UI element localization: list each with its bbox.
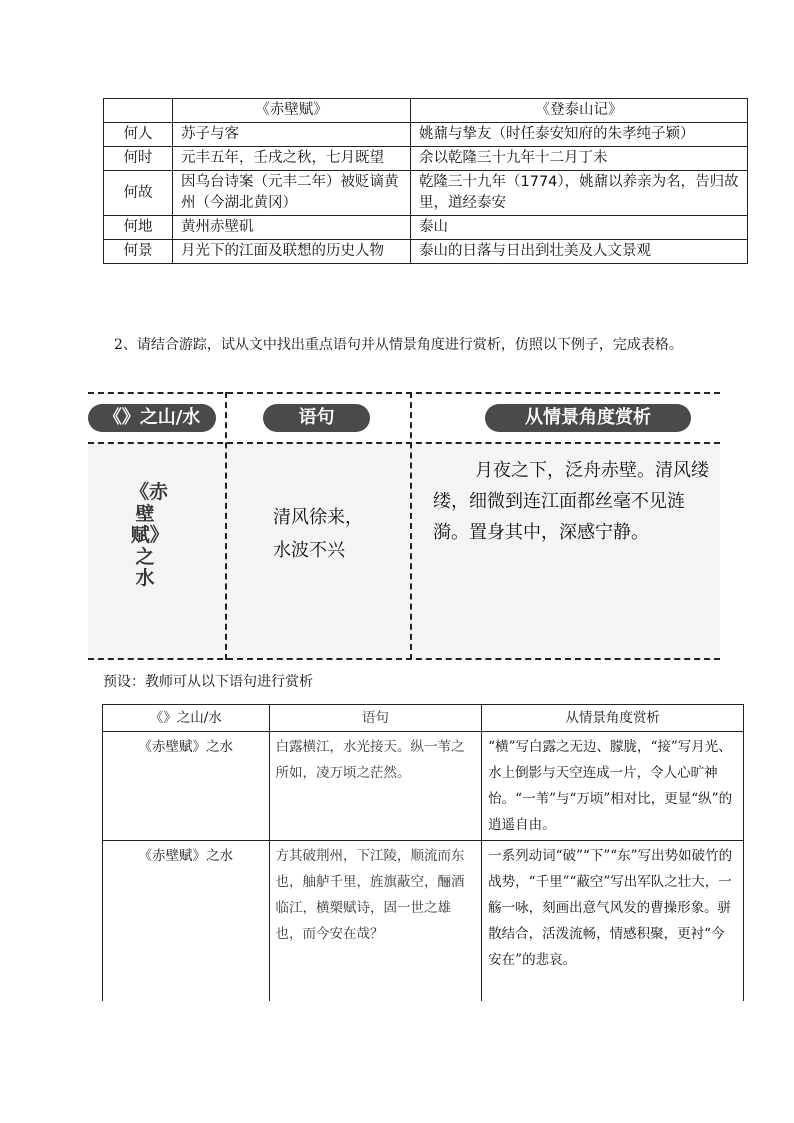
table-row (104, 216, 748, 240)
row-label: 何地 (104, 216, 173, 240)
row-label: 何景 (104, 240, 173, 264)
instruction-text: 2、请结合游踪，试从文中找出重点语句并从情景角度进行赏析，仿照以下例子，完成表格。 (114, 337, 683, 353)
table-cell: 泰山 (411, 216, 748, 240)
comparison-table (103, 98, 748, 264)
dashed-divider (88, 658, 720, 660)
dashed-divider (88, 442, 720, 444)
instruction-paragraph (72, 331, 732, 360)
table-cell: 因乌台诗案（元丰二年）被贬谪黄州（今湖北黄冈） (173, 171, 411, 216)
row-label: 何人 (104, 123, 173, 147)
table-row (104, 147, 748, 171)
table-cell: 白露横江，水光接天。纵一苇之所如，凌万顷之茫然。 (269, 732, 482, 841)
table-header-row (103, 705, 744, 732)
table-cell: 方其破荆州，下江陵，顺流而东也，舳舻千里，旌旗蔽空，酾酒临江，横槊赋诗，固一世之雄也，而今安在哉？ (269, 841, 482, 1001)
example-header-pill: 语句 (263, 404, 370, 432)
example-figure (88, 392, 720, 660)
table-cell: 泰山的日落与日出到壮美及人文景观 (411, 240, 748, 264)
preset-note: 预设：教师可从以下语句进行赏析 (103, 674, 313, 690)
table-header-cell: 从情景角度赏析 (482, 705, 744, 732)
table-row (104, 171, 748, 216)
table-header-cell: 语句 (269, 705, 482, 732)
table-cell: 元丰五年，壬戌之秋，七月既望 (173, 147, 411, 171)
table-row (103, 841, 744, 1001)
example-sentence-line: 清风徐来， (273, 507, 363, 528)
example-sentence (273, 501, 403, 567)
table-row (104, 123, 748, 147)
table-header-cell: 《赤壁赋》 (173, 99, 411, 123)
dashed-divider (88, 392, 720, 394)
table-cell: 月光下的江面及联想的历史人物 (173, 240, 411, 264)
example-header-pill: 从情景角度赏析 (485, 404, 691, 432)
table-header-cell: 《》之山/水 (103, 705, 270, 732)
table-cell: 乾隆三十九年（1774），姚鼐以养亲为名，告归故里，道经泰安 (411, 171, 748, 216)
table-cell: 一系列动词“破”“下”“东”写出势如破竹的战势，“千里”“蔽空”写出军队之壮大，一觞一咏，刻画出意气风发的曹操形象。骈散结合，活泼流畅，情感积聚，更衬“今安在”的悲哀。 (482, 841, 744, 1001)
analysis-table (102, 704, 744, 1001)
example-header-pill: 《》之山/水 (88, 404, 216, 432)
example-sentence-line: 水波不兴 (273, 540, 345, 561)
table-row (104, 240, 748, 264)
dashed-divider (225, 392, 227, 660)
table-header-row (104, 99, 748, 123)
table-cell: 姚鼐与挚友（时任泰安知府的朱孝纯子颖） (411, 123, 748, 147)
row-label: 何时 (104, 147, 173, 171)
example-analysis (433, 455, 715, 548)
dashed-divider (410, 392, 412, 660)
table-cell: 《赤壁赋》之水 (103, 841, 270, 1001)
table-cell: 余以乾隆三十九年十二月丁未 (411, 147, 748, 171)
table-cell: 黄州赤壁矶 (173, 216, 411, 240)
row-label: 何故 (104, 171, 173, 216)
table-cell: “横”写白露之无边、朦胧，“接”写月光、水上倒影与天空连成一片，令人心旷神怡。“一苇”与“万顷”相对比，更显“纵”的逍遥自由。 (482, 732, 744, 841)
table-cell: 《赤壁赋》之水 (103, 732, 270, 841)
table-cell: 苏子与客 (173, 123, 411, 147)
table-header-cell (104, 99, 173, 123)
table-row (103, 732, 744, 841)
table-header-cell: 《登泰山记》 (411, 99, 748, 123)
example-analysis-text: 月夜之下，泛舟赤壁。清风缕缕，细微到连江面都丝毫不见涟漪。置身其中，深感宁静。 (433, 460, 709, 543)
example-vertical-title: 《赤壁赋》之水 (130, 481, 169, 589)
